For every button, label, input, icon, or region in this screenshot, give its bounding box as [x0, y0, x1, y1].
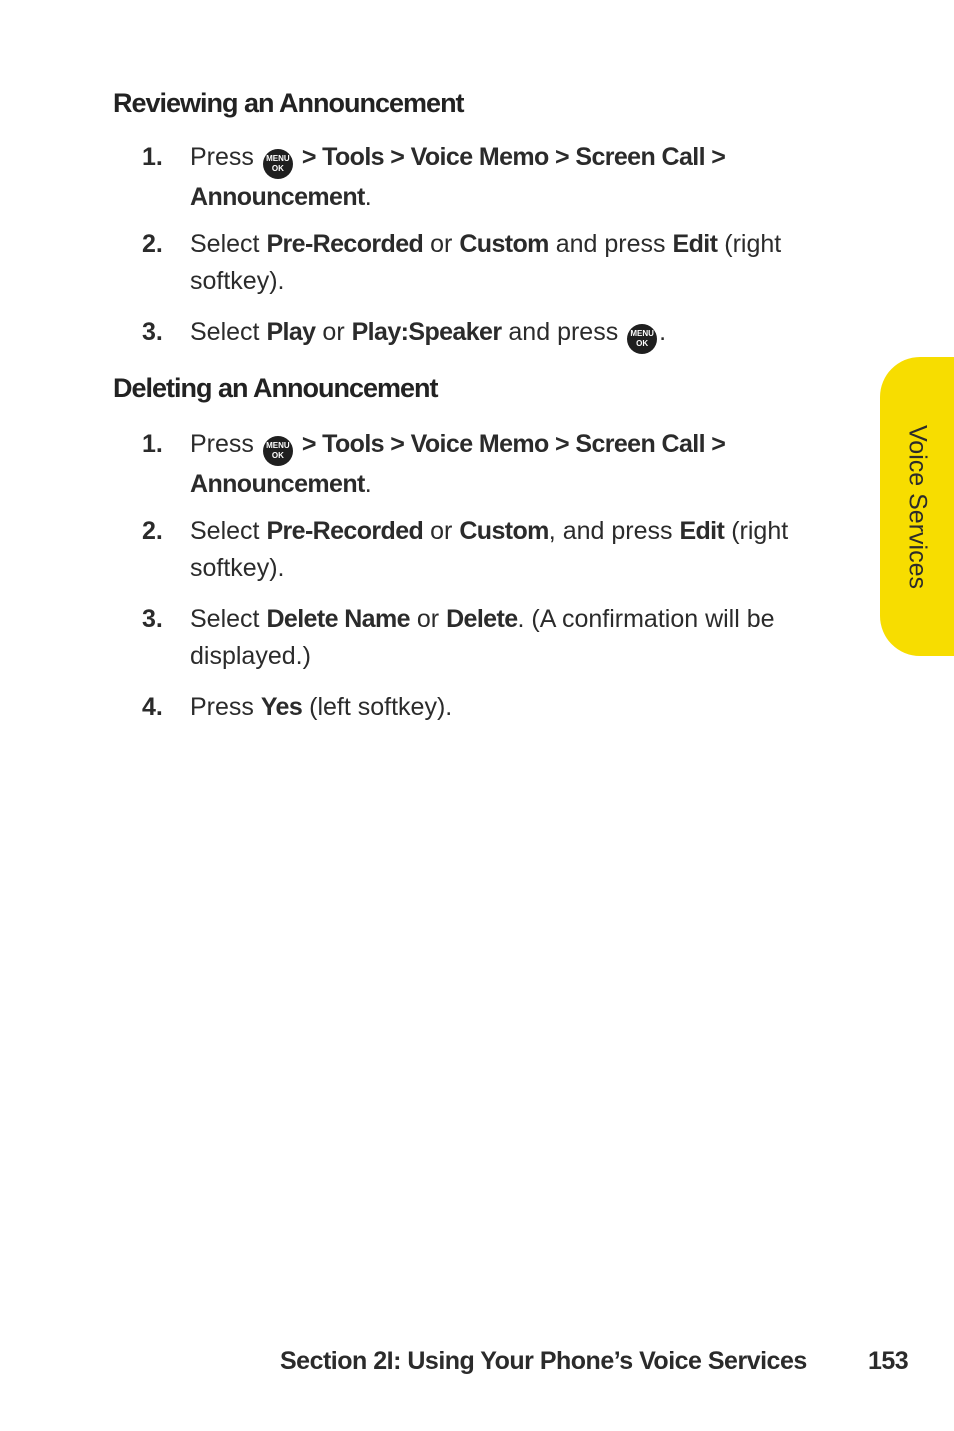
menu-ok-key-icon: MENU OK [263, 436, 293, 466]
menu-target: Announcement [190, 183, 365, 211]
press-text: Press [190, 430, 254, 458]
step-item: 2. Select Pre-Recorded or Custom, and press Edit (right softkey). [142, 513, 832, 587]
softkey-edit: Edit [679, 517, 725, 545]
option-delete-name: Delete Name [266, 605, 410, 633]
step-number: 3. [142, 605, 163, 633]
step-number: 4. [142, 693, 163, 721]
step-number: 2. [142, 230, 163, 258]
step-number: 1. [142, 143, 163, 171]
menu-path: > Tools > Voice Memo > Screen Call > [301, 143, 726, 171]
step-item: 3. Select Delete Name or Delete. (A confirmation will be displayed.) [142, 601, 832, 675]
option-play-speaker: Play:Speaker [351, 318, 502, 346]
step-item: 4. Press Yes (left softkey). [142, 689, 832, 726]
softkey-edit: Edit [672, 230, 718, 258]
option-pre-recorded: Pre-Recorded [266, 230, 424, 258]
step-item: 1. Press MENU OK > Tools > Voice Memo > Screen Call > Announcement. [142, 426, 832, 500]
option-delete: Delete [446, 605, 518, 633]
step-number: 2. [142, 517, 163, 545]
menu-path: > Tools > Voice Memo > Screen Call > [301, 430, 726, 458]
step-item: 3. Select Play or Play:Speaker and press MENU OK . [142, 314, 832, 351]
menu-ok-key-icon: MENU OK [263, 149, 293, 179]
section-heading-reviewing: Reviewing an Announcement [113, 88, 464, 118]
option-custom: Custom [459, 230, 549, 258]
page-number: 153 [868, 1347, 909, 1375]
step-number: 1. [142, 430, 163, 458]
menu-target: Announcement [190, 470, 365, 498]
step-item: 1. Press MENU OK > Tools > Voice Memo > Screen Call > Announcement. [142, 139, 832, 213]
press-text: Press [190, 143, 254, 171]
side-tab-label: Voice Services [903, 424, 932, 589]
option-pre-recorded: Pre-Recorded [266, 517, 424, 545]
menu-ok-key-icon: MENU OK [627, 324, 657, 354]
step-number: 3. [142, 318, 163, 346]
section-heading-deleting: Deleting an Announcement [113, 373, 438, 403]
footer-section-title: Section 2I: Using Your Phone’s Voice Services [280, 1347, 807, 1375]
step-item: 2. Select Pre-Recorded or Custom and press Edit (right softkey). [142, 226, 832, 300]
option-play: Play [266, 318, 316, 346]
softkey-yes: Yes [260, 693, 303, 721]
section-side-tab [880, 357, 954, 656]
option-custom: Custom [459, 517, 549, 545]
